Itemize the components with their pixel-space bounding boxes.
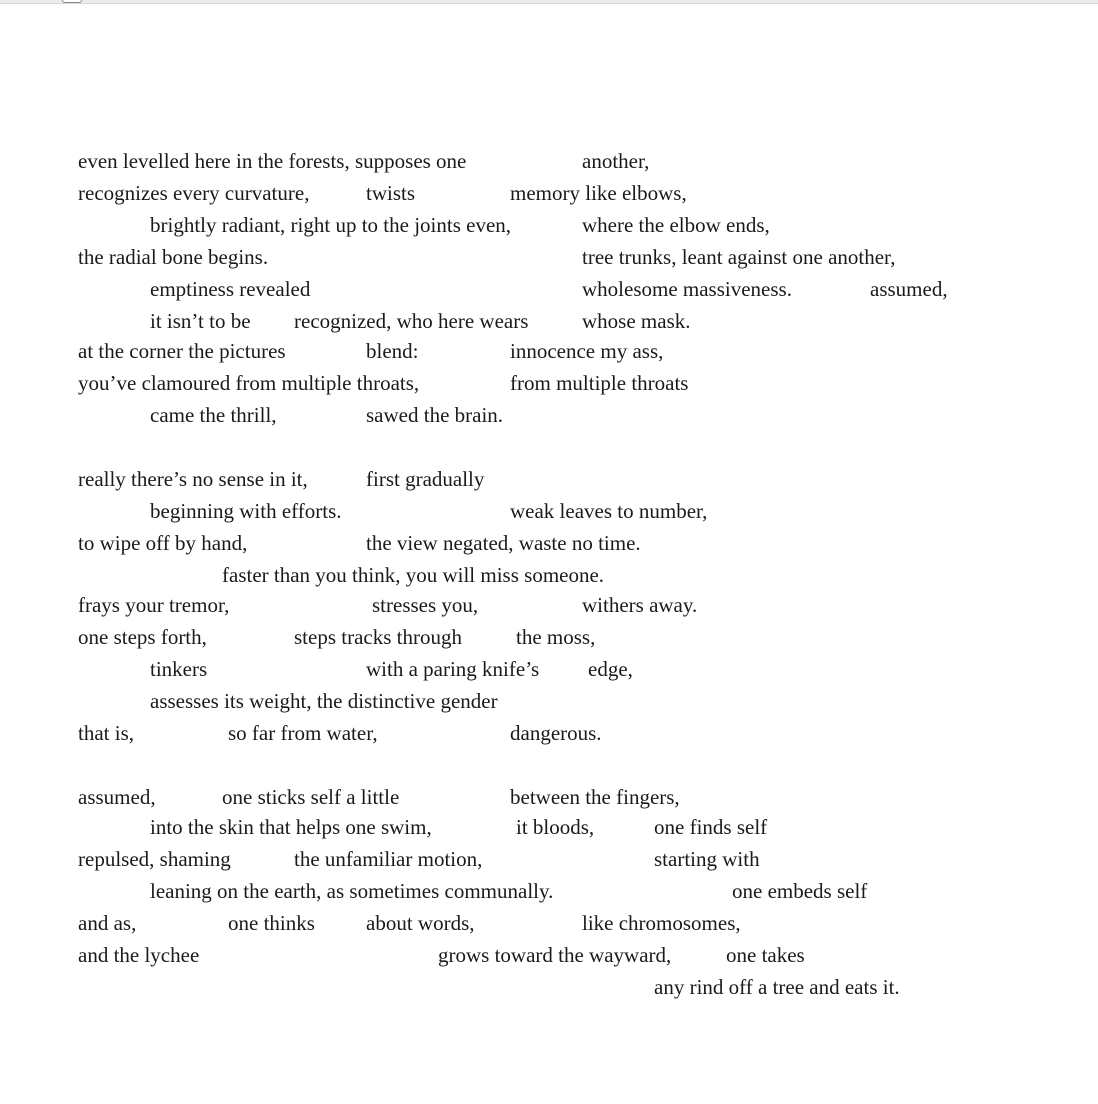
- line-fragment: one embeds self: [732, 879, 868, 903]
- line-fragment: one sticks self a little: [222, 785, 400, 809]
- line-fragment: weak leaves to number,: [510, 499, 708, 523]
- line-fragment: came the thrill,: [150, 403, 277, 427]
- line-fragment: really there’s no sense in it,: [78, 467, 308, 491]
- line-fragment: the moss,: [516, 625, 596, 649]
- line-fragment: memory like elbows,: [510, 181, 687, 205]
- line-fragment: starting with: [654, 847, 760, 871]
- line-fragment: grows toward the wayward,: [438, 943, 672, 967]
- line-fragment: one takes: [726, 943, 805, 967]
- line-fragment: recognized, who here wears: [294, 309, 529, 333]
- line-fragment: beginning with efforts.: [150, 499, 342, 523]
- line-fragment: recognizes every curvature,: [78, 181, 310, 205]
- line-fragment: between the fingers,: [510, 785, 680, 809]
- line-fragment: it bloods,: [516, 815, 595, 839]
- line-fragment: leaning on the earth, as sometimes communally.: [150, 879, 554, 903]
- line-fragment: emptiness revealed: [150, 277, 311, 301]
- line-fragment: one finds self: [654, 815, 768, 839]
- line-fragment: brightly radiant, right up to the joints even,: [150, 213, 512, 237]
- line-fragment: steps tracks through: [294, 625, 462, 649]
- line-fragment: first gradually: [366, 467, 485, 491]
- line-fragment: one thinks: [228, 911, 315, 935]
- line-fragment: stresses you,: [372, 593, 479, 617]
- line-fragment: even levelled here in the forests, supposes one: [78, 149, 467, 173]
- line-fragment: whose mask.: [582, 309, 691, 333]
- line-fragment: at the corner the pictures: [78, 339, 286, 363]
- line-fragment: tinkers: [150, 657, 208, 681]
- line-fragment: withers away.: [582, 593, 698, 617]
- line-fragment: that is,: [78, 721, 134, 745]
- line-fragment: the radial bone begins.: [78, 245, 269, 269]
- line-fragment: frays your tremor,: [78, 593, 230, 617]
- line-fragment: and the lychee: [78, 943, 200, 967]
- line-fragment: faster than you think, you will miss someone.: [222, 563, 605, 587]
- line-fragment: assumed,: [78, 785, 156, 809]
- line-fragment: repulsed, shaming: [78, 847, 231, 871]
- line-fragment: from multiple throats: [510, 371, 689, 395]
- line-fragment: blend:: [366, 339, 419, 363]
- line-fragment: innocence my ass,: [510, 339, 664, 363]
- line-fragment: you’ve clamoured from multiple throats,: [78, 371, 420, 395]
- line-fragment: so far from water,: [228, 721, 378, 745]
- line-fragment: assumed,: [870, 277, 948, 301]
- line-fragment: with a paring knife’s: [366, 657, 540, 681]
- line-fragment: into the skin that helps one swim,: [150, 815, 432, 839]
- line-fragment: like chromosomes,: [582, 911, 741, 935]
- line-fragment: wholesome massiveness.: [582, 277, 792, 301]
- line-fragment: dangerous.: [510, 721, 602, 745]
- line-fragment: the unfamiliar motion,: [294, 847, 483, 871]
- line-fragment: about words,: [366, 911, 475, 935]
- line-fragment: any rind off a tree and eats it.: [654, 975, 900, 999]
- line-fragment: and as,: [78, 911, 137, 935]
- line-fragment: one steps forth,: [78, 625, 207, 649]
- line-fragment: to wipe off by hand,: [78, 531, 248, 555]
- line-fragment: edge,: [588, 657, 633, 681]
- line-fragment: sawed the brain.: [366, 403, 504, 427]
- line-fragment: another,: [582, 149, 650, 173]
- line-fragment: twists: [366, 181, 416, 205]
- line-fragment: the view negated, waste no time.: [366, 531, 641, 555]
- line-fragment: tree trunks, leant against one another,: [582, 245, 896, 269]
- line-fragment: where the elbow ends,: [582, 213, 770, 237]
- line-fragment: it isn’t to be: [150, 309, 251, 333]
- line-fragment: assesses its weight, the distinctive gender: [150, 689, 498, 713]
